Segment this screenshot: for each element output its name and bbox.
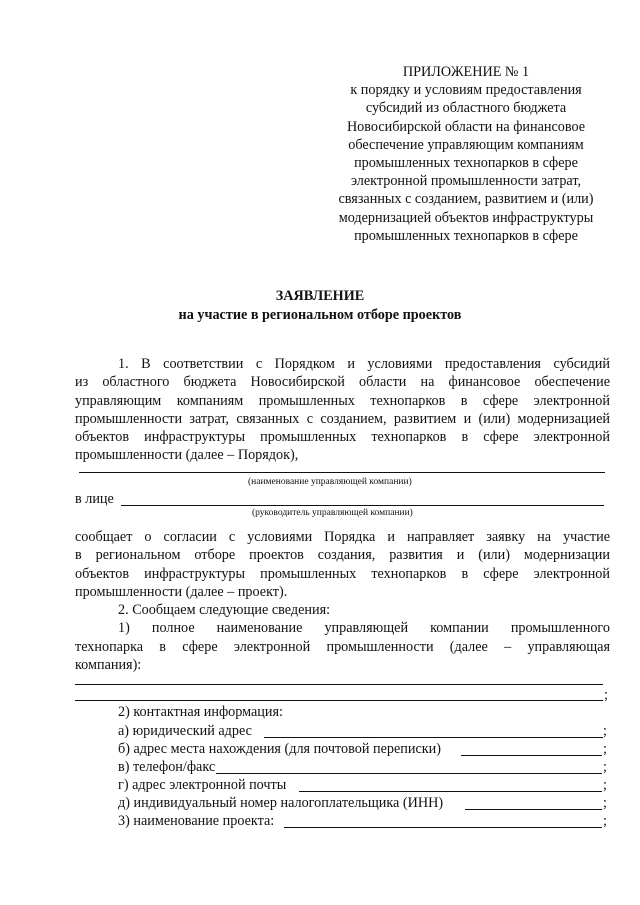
appendix-line: связанных с созданием, развитием и (или) xyxy=(338,191,594,208)
project-name-field[interactable] xyxy=(284,827,602,828)
project-name-label: 3) наименование проекта: xyxy=(118,813,275,829)
contacts-heading: 2) контактная информация: xyxy=(118,704,283,720)
paragraph-line: управляющим компаниям промышленных технопарков в сфере электронной xyxy=(75,392,610,409)
semicolon: ; xyxy=(603,813,607,829)
appendix-line: модернизацией объектов инфраструктуры xyxy=(338,209,594,226)
semicolon: ; xyxy=(603,723,607,739)
email-label: г) адрес электронной почты xyxy=(118,777,287,793)
company-head-caption: (руководитель управляющей компании) xyxy=(252,508,413,518)
semicolon: ; xyxy=(603,777,607,793)
title-subheading: на участие в региональном отборе проектов xyxy=(178,307,462,323)
legal-address-label: а) юридический адрес xyxy=(118,723,252,739)
semicolon: ; xyxy=(603,741,607,757)
semicolon: ; xyxy=(603,795,607,811)
paragraph-line: 1. В соответствии с Порядком и условиями предоставления субсидий xyxy=(118,356,610,372)
paragraph-2 xyxy=(75,528,610,674)
item-2-heading: 2. Сообщаем следующие сведения: xyxy=(118,602,331,619)
paragraph-line: из областного бюджета Новосибирской области на финансовое обеспечение xyxy=(75,374,610,391)
full-company-name-field-2[interactable] xyxy=(75,700,603,701)
email-field[interactable] xyxy=(299,791,602,792)
semicolon: ; xyxy=(603,759,607,775)
appendix-line: к порядку и условиям предоставления xyxy=(350,82,582,99)
in-person-label: в лице xyxy=(75,491,114,507)
paragraph-line: 1) полное наименование управляющей компании промышленного xyxy=(118,620,610,637)
phone-fax-label: в) телефон/факс xyxy=(118,759,216,775)
appendix-title: ПРИЛОЖЕНИЕ № 1 xyxy=(402,64,530,80)
appendix-line: Новосибирской области на финансовое xyxy=(346,118,586,135)
company-name-caption: (наименование управляющей компании) xyxy=(248,477,412,487)
paragraph-line: промышленности затрат, связанных с созданием, развитием и (или) модернизацией xyxy=(75,410,610,427)
company-name-field[interactable] xyxy=(79,472,605,473)
postal-address-field[interactable] xyxy=(461,755,602,756)
appendix-header xyxy=(322,63,610,245)
inn-field[interactable] xyxy=(465,809,602,810)
document-title xyxy=(0,287,640,325)
semicolon: ; xyxy=(604,687,608,703)
appendix-line: электронной промышленности затрат, xyxy=(350,173,582,190)
legal-address-field[interactable] xyxy=(264,737,603,738)
appendix-line: промышленных технопарков в сфере xyxy=(354,227,578,244)
paragraph-line: в региональном отборе проектов создания, развития и (или) модернизации xyxy=(75,547,610,564)
inn-label: д) индивидуальный номер налогоплательщика (ИНН) xyxy=(118,795,444,811)
appendix-line: обеспечение управляющим компаниям xyxy=(348,136,584,153)
paragraph-line: промышленности (далее – проект). xyxy=(75,583,288,600)
paragraph-1 xyxy=(75,355,610,465)
full-company-name-field[interactable] xyxy=(75,684,603,685)
paragraph-line: сообщает о согласии с условиями Порядка и направляет заявку на участие xyxy=(75,529,610,545)
company-head-field[interactable] xyxy=(121,505,604,506)
paragraph-line: объектов инфраструктуры промышленных технопарков в сфере электронной xyxy=(75,565,610,582)
paragraph-line: технопарка в сфере электронной промышленности (далее – управляющая xyxy=(75,638,610,655)
paragraph-line: промышленности (далее – Порядок), xyxy=(75,447,299,464)
phone-fax-field[interactable] xyxy=(216,773,602,774)
appendix-line: субсидий из областного бюджета xyxy=(365,100,567,117)
paragraph-line: объектов инфраструктуры промышленных технопарков в сфере электронной xyxy=(75,429,610,446)
paragraph-line: компания): xyxy=(75,657,142,674)
appendix-line: промышленных технопарков в сфере xyxy=(354,155,578,172)
title-heading: ЗАЯВЛЕНИЕ xyxy=(275,288,365,304)
postal-address-label: б) адрес места нахождения (для почтовой переписки) xyxy=(118,741,441,757)
